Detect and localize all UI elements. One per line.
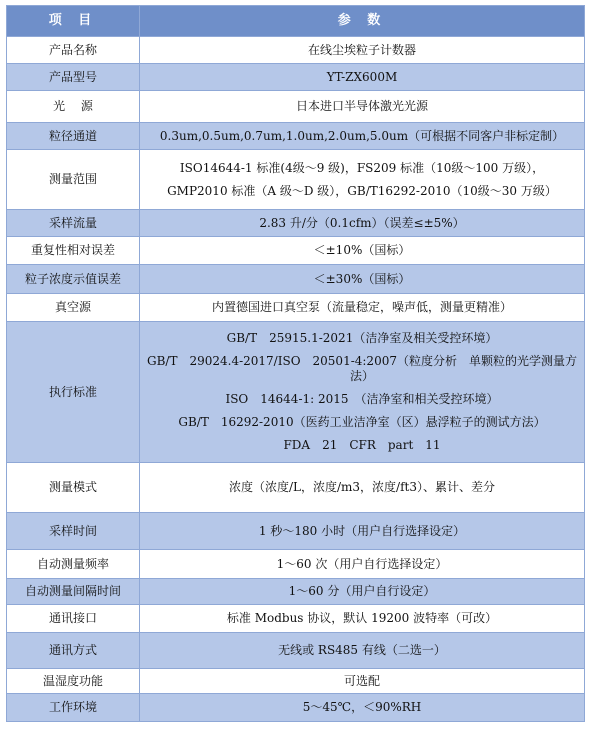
value-line: 1～60 分（用户自行设定） bbox=[288, 584, 436, 598]
table-row bbox=[7, 633, 585, 669]
table-row bbox=[7, 579, 585, 605]
value-line: YT-ZX600M bbox=[326, 69, 398, 84]
row-label: 产品名称 bbox=[7, 37, 140, 64]
table-row bbox=[7, 91, 585, 123]
row-value bbox=[140, 237, 585, 265]
row-value bbox=[140, 463, 585, 513]
value-line: 2.83 升/分（0.1cfm）（误差≤±5%） bbox=[259, 215, 465, 230]
row-value bbox=[140, 150, 585, 210]
value-line: ISO 14644-1: 2015 （洁净室和相关受控环境） bbox=[225, 392, 499, 406]
table-row bbox=[7, 294, 585, 322]
header-row bbox=[7, 6, 585, 37]
value-line: ＜±30%（国标） bbox=[313, 271, 411, 286]
value-line: 5～45℃，＜90%RH bbox=[302, 700, 422, 714]
table-row bbox=[7, 123, 585, 150]
row-value bbox=[140, 294, 585, 322]
row-value bbox=[140, 550, 585, 579]
value-line: GB/T 16292-2010（医药工业洁净室（区）悬浮粒子的测试方法） bbox=[178, 415, 546, 429]
table-row bbox=[7, 513, 585, 550]
table-body bbox=[7, 37, 585, 722]
row-value bbox=[140, 605, 585, 633]
row-label: 测量范围 bbox=[7, 150, 140, 210]
table-row bbox=[7, 550, 585, 579]
value-line: 标准 Modbus 协议，默认 19200 波特率（可改） bbox=[226, 611, 498, 625]
value-line: 内置德国进口真空泵（流量稳定，噪声低，测量更精准） bbox=[211, 300, 512, 314]
value-line: 在线尘埃粒子计数器 bbox=[307, 42, 416, 57]
value-line: GB/T 25915.1-2021（洁净室及相关受控环境） bbox=[226, 331, 498, 345]
row-value bbox=[140, 37, 585, 64]
row-value bbox=[140, 265, 585, 294]
value-line: GB/T 29024.4-2017/ISO 20501-4:2007（粒度分析 单颗粒的光学测量方法） bbox=[147, 354, 577, 383]
table-row bbox=[7, 210, 585, 237]
row-value bbox=[140, 64, 585, 91]
table-row bbox=[7, 265, 585, 294]
row-label: 重复性相对误差 bbox=[7, 237, 140, 265]
row-label: 通讯方式 bbox=[7, 633, 140, 669]
row-label: 工作环境 bbox=[7, 694, 140, 722]
value-line: 1 秒～180 小时（用户自行选择设定） bbox=[258, 523, 466, 538]
value-line: ＜±10%（国标） bbox=[313, 243, 411, 257]
value-line: 无线或 RS485 有线（二选一） bbox=[278, 643, 446, 657]
row-label: 粒子浓度示值误差 bbox=[7, 265, 140, 294]
row-value bbox=[140, 513, 585, 550]
table-row bbox=[7, 37, 585, 64]
table-row bbox=[7, 669, 585, 694]
row-label: 自动测量间隔时间 bbox=[7, 579, 140, 605]
row-label: 通讯接口 bbox=[7, 605, 140, 633]
header-item: 项 目 bbox=[7, 6, 140, 37]
row-label: 采样流量 bbox=[7, 210, 140, 237]
row-label: 自动测量频率 bbox=[7, 550, 140, 579]
row-value bbox=[140, 210, 585, 237]
row-value bbox=[140, 694, 585, 722]
row-label: 采样时间 bbox=[7, 513, 140, 550]
header-param: 参 数 bbox=[140, 6, 585, 37]
row-value bbox=[140, 669, 585, 694]
table-row bbox=[7, 150, 585, 210]
table-row bbox=[7, 463, 585, 513]
row-label: 产品型号 bbox=[7, 64, 140, 91]
value-line: ISO14644-1 标准(4级～9 级)，FS209 标准（10级～100 万级）， bbox=[179, 160, 545, 175]
value-line: GMP2010 标准（A 级～D 级），GB/T16292-2010（10级～30 万级） bbox=[167, 183, 557, 198]
value-line: 1～60 次（用户自行选择设定） bbox=[276, 556, 448, 571]
row-label: 真空源 bbox=[7, 294, 140, 322]
table-row bbox=[7, 64, 585, 91]
row-value bbox=[140, 91, 585, 123]
row-value bbox=[140, 322, 585, 463]
row-label: 温湿度功能 bbox=[7, 669, 140, 694]
row-label: 测量模式 bbox=[7, 463, 140, 513]
value-line: FDA 21 CFR part 11 bbox=[283, 438, 441, 452]
row-value bbox=[140, 579, 585, 605]
table-row bbox=[7, 605, 585, 633]
table-row bbox=[7, 322, 585, 463]
value-line: 日本进口半导体激光光源 bbox=[295, 99, 428, 113]
row-value bbox=[140, 633, 585, 669]
row-value bbox=[140, 123, 585, 150]
value-line: 浓度（浓度/L，浓度/m3，浓度/ft3）、累计、差分 bbox=[228, 480, 495, 494]
row-label: 粒径通道 bbox=[7, 123, 140, 150]
spec-table bbox=[6, 5, 585, 722]
value-line: 可选配 bbox=[343, 673, 380, 688]
value-line: 0.3um,0.5um,0.7um,1.0um,2.0um,5.0um（可根据不同客户非标定制） bbox=[159, 128, 565, 143]
row-label: 执行标准 bbox=[7, 322, 140, 463]
table-row bbox=[7, 237, 585, 265]
table-row bbox=[7, 694, 585, 722]
row-label: 光 源 bbox=[7, 91, 140, 123]
